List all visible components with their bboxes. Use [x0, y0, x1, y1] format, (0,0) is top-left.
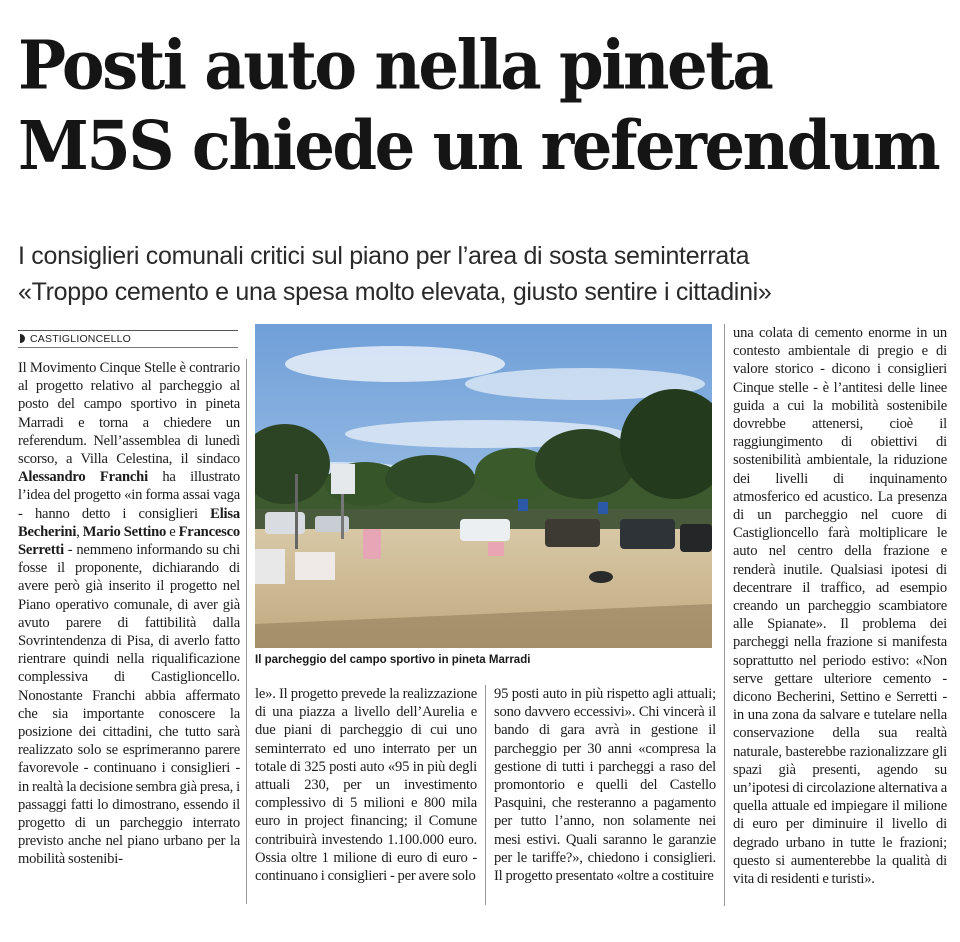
person-name: Alessandro Franchi — [18, 469, 148, 486]
article-photo — [255, 324, 712, 648]
headline-line-1: Posti auto nella pineta — [18, 26, 772, 106]
kicker-marker-icon — [20, 334, 25, 343]
article-column-2 — [255, 685, 477, 907]
subheadline-line-1: I consiglieri comunali critici sul piano per l’area di sosta seminterrata — [18, 242, 750, 270]
column-divider — [246, 359, 247, 904]
body-text: 95 posti auto in più rispetto agli attuali; sono davvero eccessivi». Chi vincerà il bando di gara avrà in gestione il parcheggio per 30 anni «compresa la gestione di tutti i parcheggi a raso del promontorio e quelli del Castello Pasquini, che resteranno a pagamento per tutto l’anno, non solamente nei mesi estivi. Quali saranno le garanzie per le tariffe?», chiedono i consiglieri. Il progetto presentato «oltre a costituire — [494, 686, 716, 885]
person-name: Mario Settino — [82, 523, 167, 540]
photo-caption: Il parcheggio del campo sportivo in pineta Marradi — [255, 654, 531, 666]
headline-line-2: M5S chiede un referendum — [18, 106, 939, 187]
headline — [18, 26, 948, 187]
body-text: le». Il progetto prevede la realizzazione di una piazza a livello dell’Aurelia e due piani di parcheggio di cui uno seminterrato ed uno interrato per un totale di 325 posti auto «95 in più degli attuali 230, per un investimento complessivo di 5 milioni e 800 mila euro in project financing; il Comune contribuirà investendo 1.100.000 euro. Ossia oltre 1 milione di euro di euro - continuano i consiglieri - per avere solo — [255, 686, 477, 885]
location-kicker — [18, 330, 238, 348]
parking-lot-photo — [255, 324, 712, 648]
separator: e — [166, 523, 179, 540]
article-column-3 — [494, 685, 716, 907]
column-divider — [485, 685, 486, 905]
body-text: ha illustrato l’idea del progetto «in forma assai vaga - hanno detto i consiglieri — [18, 469, 240, 522]
subheadline-line-2: «Troppo cemento e una spesa molto elevata, giusto sentire i cittadini» — [18, 278, 772, 306]
body-text: Il Movimento Cinque Stelle è contrario al progetto relativo al parcheggio al posto del campo sportivo in pineta Marradi e torna a chiedere un referendum. Nell’assemblea di lunedì scorso, a Villa Celestina, il sindaco — [18, 360, 240, 468]
separator: , — [76, 523, 83, 540]
article-column-4 — [733, 324, 947, 909]
body-text: - nemmeno informando su chi fosse il proponente, dichiarando di avere però già inserito il progetto nel Piano operativo comunale, di aver già avuto parere di fattibilità dalla Sovrintendenza di Pisa, di averlo fatto rientrare quindi nella riqualificazione complessiva di Castiglioncello. Nonostante Franchi abbia affermato che sia importante conoscere la posizione dei cittadini, che tutto sarà realizzato solo se esprimeranno parere favorevole - continuano i consiglieri - in realtà la decisione sembra già presa, i passaggi fatti lo dimostrano, essendo il progetto di un parcheggio interrato previsto anche nel piano urbano per la mobilità sostenibi- — [18, 542, 240, 868]
person-name: Elisa Becherini — [18, 505, 240, 540]
column-divider — [724, 324, 725, 906]
location-label: CASTIGLIONCELLO — [30, 333, 132, 345]
person-name: Francesco Serretti — [18, 523, 240, 559]
article-column-1 — [18, 359, 240, 907]
subheadline — [18, 238, 948, 310]
body-text: una colata di cemento enorme in un contesto ambientale di pregio e di valore storico - dicono i consiglieri Cinque stelle - è l’antitesi delle linee guida a cui la mobilità sostenibile dovrebbe attenersi, cioè il raggiungimento di obiettivi di sostenibilità ambientale, la riduzione dei livelli di inquinamento atmosferico ed acustico. La presenza di un parcheggio nel cuore di Castiglioncello farà moltiplicare le auto nel centro della frazione e renderà inutile. Qualsiasi ipotesi di decentrare il traffico, ad esempio creando un parcheggio scambiatore alle Spianate». Il problema dei parcheggi nella frazione si manifesta soprattutto nel periodo estivo: «Non serve gettare ulteriore cemento - dicono Becherini, Settino e Serretti - in una zona da salvare e tutelare nella conservazione della sua realtà naturale, basterebbe razionalizzare gli spazi già presenti, agendo su un’ipotesi di circolazione alternativa a quella attuale ed impiegare il milione di euro per diminuire il livello di degrado urbano in tutte le frazioni; questo si aumenterebbe la qualità di vita di residenti e turisti». — [733, 325, 947, 888]
